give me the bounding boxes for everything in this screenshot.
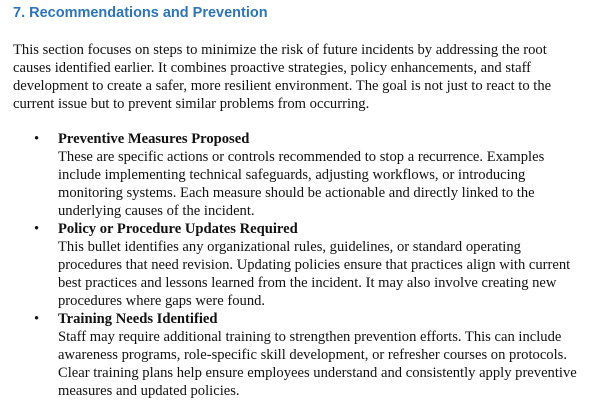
section-heading: 7. Recommendations and Prevention — [13, 5, 268, 21]
list-item-body: This bullet identifies any organizational rules, guidelines, or standard operating procedures that need revision. Updating policies ensure that practices align with current best practices and lessons learned from the incident. It may also involve creating new procedures where gaps were found. — [58, 239, 571, 309]
list-item-title: Preventive Measures Proposed — [58, 131, 250, 147]
list-item-training-needs — [13, 310, 578, 400]
bullet-icon: • — [34, 221, 40, 237]
bullet-icon: • — [34, 311, 40, 327]
list-item-title: Training Needs Identified — [58, 311, 218, 327]
list-item-title: Policy or Procedure Updates Required — [58, 221, 298, 237]
bullet-icon: • — [34, 131, 40, 147]
list-item-body: Staff may require additional training to strengthen prevention efforts. This can include awareness programs, role-specific skill development, or refresher courses on protocols. Clear training plans help ensure employees understand and consistently apply preventive measures and updated policies. — [58, 329, 577, 399]
list-item-body: These are specific actions or controls recommended to stop a recurrence. Examples include implementing technical safeguards, adjusting workflows, or introducing monitoring systems. Each measure should be actionable and directly linked to the underlying causes of the incident. — [58, 149, 545, 219]
list-item-policy-updates — [13, 220, 578, 310]
recommendation-list — [13, 130, 600, 400]
list-item-preventive-measures — [13, 130, 578, 220]
section-intro: This section focuses on steps to minimize the risk of future incidents by addressing the root causes identified earlier. It combines proactive strategies, policy enhancements, and staff development to create a safer, more resilient environment. The goal is not just to react to the current issue but to prevent similar problems from occurring. — [13, 42, 552, 112]
